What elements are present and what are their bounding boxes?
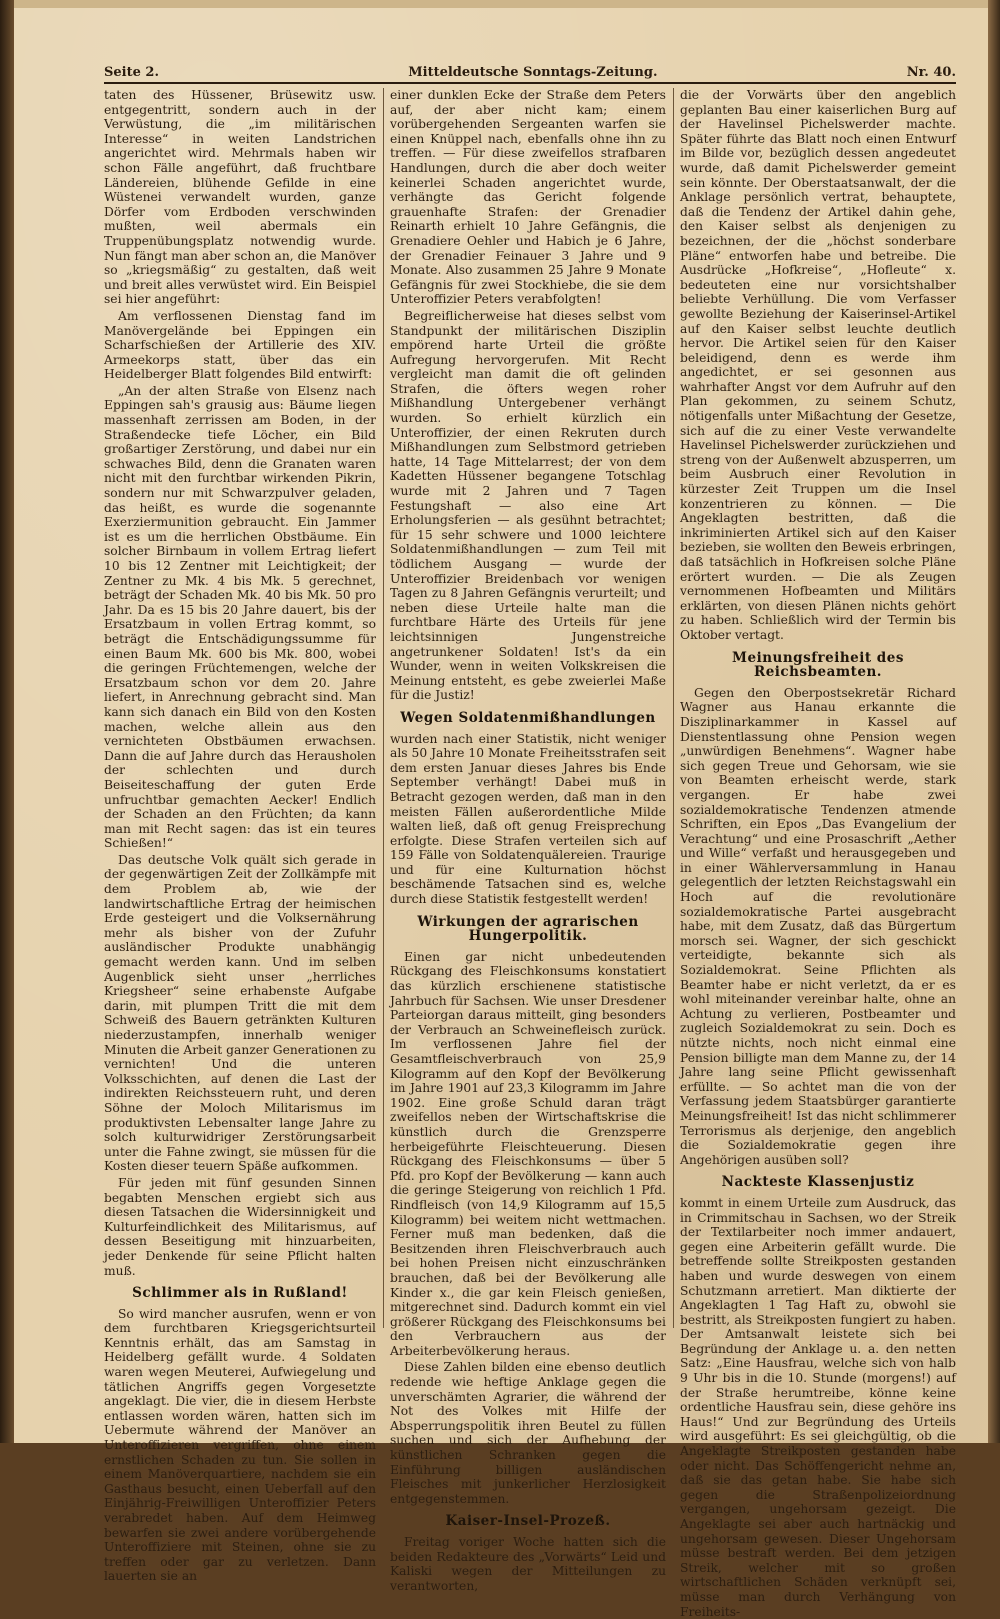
article-heading: Schlimmer als in Rußland! [132,1285,348,1302]
paragraph: die der Vorwärts über den angeblich geplanten Bau einer kaiserlichen Burg auf der Havelinsel Pichelswerder machte. Später führte das Blatt noch einen Entwurf im Bilde vor, bezüglich dessen angedeutet wurde, daß damit Pichelswerder gemeint sein könnte. Der Oberstaatsanwalt, der die Anklage persönlich vertrat, behauptete, daß die Tendenz der Artikel dahin gehe, den Kaiser selbst als denjenigen zu bezeichnen, der die „höchst sonderbare Pläne“ entworfen habe und betreibe. Die Ausdrücke „Hofkreise“, „Hofleute“ x. bedeuteten eine nur vorsichtshalber beliebte Verhüllung. Die vom Verfasser gewollte Beziehung der Kaiserinsel-Artikel auf den Kaiser selbst leuchte deutlich hervor. Die Artikel seien für den Kaiser beleidigend, denn es werde ihm angedichtet, er sei gesonnen aus wahrhafter Angst vor dem Aufruhr auf den Plan gekommen, zu seinem Schutz, nötigenfalls unter Mißachtung der Gesetze, sich auf die zu einer Veste verwandelte Havelinsel Pichelswerder zurückziehen und streng von der Außenwelt abzusperren, um beim Ausbruch einer Revolution in kürzester Zeit Truppen um die Insel konzentrieren zu können. — Die Angeklagten bestritten, daß die inkriminierten Artikel sich auf den Kaiser bezieben, sie wollten den Beweis erbringen, daß tatsächlich in Hofkreisen solche Pläne erörtert wurden. — Die als Zeugen vernommenen Hofbeamten und Militärs erklärten, von diesen Plänen nichts gehört zu haben. Schließlich wird der Termin bis Oktober vertagt. [680,88,956,642]
page-header [104,62,956,82]
page-number: Seite 2. [104,64,159,80]
column-3 [680,88,956,1619]
article-heading: Kaiser-Insel-Prozeß. [445,1513,611,1530]
article-heading: Meinungsfreiheit des Reichsbeamten. [732,649,904,681]
paragraph: Für jeden mit fünf gesunden Sinnen begabten Menschen ergiebt sich aus diesen Tatsachen die Widersinnigkeit und Kulturfeindlichkeit des Militarismus, auf dessen Beseitigung mit hinzuarbeiten, jeder Denkende für seine Pflicht halten muß. [104,1175,376,1278]
paragraph: Begreiflicherweise hat dieses selbst vom Standpunkt der militärischen Disziplin empörend harte Urteil die größte Aufregung hervorgerufen. Mit Recht vergleicht man damit die oft gelinden Strafen, die öfters wegen roher Mißhandlung Untergebener verhängt wurden. So erhielt kürzlich ein Unteroffizier, der einen Rekruten durch Mißhandlungen zum Selbstmord getrieben hatte, 14 Tage Mittelarrest; der von dem Kadetten Hüssener begangene Totschlag wurde mit 2 Jahren und 7 Tagen Festungshaft — also eine Art Erholungsferien — als gesühnt betrachtet; für 15 sehr schwere und 1000 leichtere Soldatenmißhandlungen — zum Teil mit tödlichem Ausgang — wurde der Unteroffizier Breidenbach vor wenigen Tagen zu 8 Jahren Gefängnis verurteilt; und neben diese Urteile halte man die furchtbare Härte des Urteils für jene leichtsinnigen Jungenstreiche angetrunkener Soldaten! Ist's da ein Wunder, wenn in weiten Volkskreisen die Meinung entsteht, es gebe zweierlei Maße für die Justiz! [390,308,666,703]
article-heading: Nackteste Klassenjustiz [721,1174,915,1191]
paragraph: kommt in einem Urteile zum Ausdruck, das in Crimmitschau in Sachsen, wo der Streik der Textilarbeiter noch immer andauert, gegen eine Arbeiterin gefällt wurde. Die betreffende sollte Streikposten gestanden haben und wurde deswegen von einem Schutzmann arretiert. Man diktierte der Angeklagten 1 Tag Haft zu, obwohl sie bestritt, als Streikposten fungiert zu haben. Der Amtsanwalt leistete sich bei Begründung der Anklage u. a. den netten Satz: „Eine Hausfrau, welche sich von halb 9 Uhr bis in die 10. Stunde (morgens!) auf der Straße herumtreibe, könne keine ordentliche Hausfrau sein, diese gehöre ins Haus!“ Und zur Begründung des Urteils wird ausgeführt: Es sei gleichgültig, ob die Angeklagte Streikposten gestanden habe oder nicht. Das Schöffengericht nehme an, daß sie das getan habe. Sie habe sich gegen die Straßenpolizeiordnung vergangen, ungehorsam gezeigt. Die Angeklagte sei aber auch hartnäckig und ungehorsam gewesen. Dieser Ungehorsam müsse bestraft werden. Bei dem jetzigen Streik, welcher mit so großen wirtschaftlichen Schäden verknüpft sei, müsse man durch Verhängung von Freiheits- [680,1195,956,1619]
masthead-title: Mitteldeutsche Sonntags-Zeitung. [408,64,658,80]
paragraph: taten des Hüssener, Brüsewitz usw. entgegentritt, sondern auch in der Verwüstung, die „im militärischen Interesse“ in weiten Landstrichen angerichtet wird. Mehrmals haben wir schon Fälle angeführt, daß fruchtbare Ländereien, blühende Gefilde in eine Wüstenei verwandelt wurden, ganze Dörfer vom Erdboden verschwinden mußten, weil abermals ein Truppenübungsplatz notwendig wurde. Nun fängt man aber schon an, die Manöver so „kriegsmäßig“ zu gestalten, daß weit und breit alles verwüstet wird. Ein Beispiel sei hier angeführt: [104,88,376,307]
column-2 [390,88,666,1593]
paragraph: „An der alten Straße von Elsenz nach Eppingen sah's grausig aus: Bäume liegen massenhaft zerrissen am Boden, in der Straßendecke tiefe Löcher, ein Bild großartiger Zerstörung, und dabei nur ein schwaches Bild, denn die Granaten waren nicht mit den furchtbar wirkenden Pikrin, sondern nur mit Schwarzpulver geladen, das heißt, es wurde die sogenannte Exerziermunition gebraucht. Ein Jammer ist es um die herrlichen Obstbäume. Ein solcher Birnbaum in vollem Ertrag liefert 10 bis 12 Zentner mit Leichtigkeit; der Zentner zu Mk. 4 bis Mk. 5 gerechnet, beträgt der Schaden Mk. 40 bis Mk. 50 pro Jahr. Da es 15 bis 20 Jahre dauert, bis der Ersatzbaum in vollen Ertrag kommt, so beträgt die Entschädigungssumme für einen Baum Mk. 600 bis Mk. 800, wobei die geringen Früchtemengen, welche der Ersatzbaum schon vor dem 20. Jahre liefert, in Anrechnung gebracht sind. Man kann sich danach ein Bild von den Kosten machen, welche allein aus den vernichteten Obstbäumen erwachsen. Dann die auf Jahre durch das Herausholen der schlechten und durch Beiseiteschaffung der guten Erde unfruchtbar gemachten Aecker! Endlich der Schaden an den Früchten; da kann man mit Recht sagen: das ist ein teures Schießen!“ [104,383,376,851]
page-edge [988,0,1000,1443]
article-heading: Wegen Soldatenmißhandlungen [400,709,656,726]
paragraph: Am verflossenen Dienstag fand im Manövergelände bei Eppingen ein Scharfschießen der Artillerie des XIV. Armeekorps statt, über das ein Heidelberger Blatt folgendes Bild entwirft: [104,308,376,382]
column-1 [104,88,376,1584]
paragraph: wurden nach einer Statistik, nicht weniger als 50 Jahre 10 Monate Freiheitsstrafen seit dem ersten Januar dieses Jahres bis Ende September verhängt! Dabei muß in Betracht gezogen werden, daß man in den meisten Fällen außerordentliche Milde walten ließ, daß oft genug Freisprechung erfolgte. Diese Strafen verteilen sich auf 159 Fälle von Soldatenquälereien. Traurige und für eine Kulturnation höchst beschämende Tatsachen sind es, welche durch diese Statistik festgestellt werden! [390,731,666,907]
page-top-edge [14,0,988,8]
book-binding [0,0,14,1443]
article-heading: Wirkungen der agrarischen Hungerpolitik. [417,913,639,945]
issue-number: Nr. 40. [906,64,956,80]
header-rule [104,82,956,84]
paragraph: So wird mancher ausrufen, wenn er von dem furchtbaren Kriegsgerichtsurteil Kenntnis erhält, das am Samstag in Heidelberg gefällt wurde. 4 Soldaten waren wegen Meuterei, Aufwiegelung und tätlichen Angriffs gegen Vorgesetzte angeklagt. Die vier, die in diesem Herbste entlassen worden wären, hatten sich im Uebermute während der Manöver an Unteroffizieren vergriffen, ohne einem ernstlichen Schaden zu tun. Sie sollen in einem Manöverquartiere, nachdem sie ein Gasthaus besucht, einen Ueberfall auf den Einjährig-Freiwilligen Unteroffizier Peters verabredet haben. Auf dem Heimweg bewarfen sie zwei andere vorübergehende Unteroffiziere mit Steinen, ohne sie zu treffen oder gar zu verletzen. Dann lauerten sie an [104,1306,376,1584]
paragraph: Freitag voriger Woche hatten sich die beiden Redakteure des „Vorwärts“ Leid und Kaliski wegen der Mitteilungen zu verantworten, [390,1535,666,1593]
paragraph: Diese Zahlen bilden eine ebenso deutlich redende wie heftige Anklage gegen die unverschämten Agrarier, die während der Not des Volkes mit Hilfe der Absperrungspolitik ihren Beutel zu füllen suchen und sich der Aufhebung der künstlichen Schranken gegen die Einführung billigen ausländischen Fleisches mit junkerlicher Herzlosigkeit entgegenstemmen. [390,1360,666,1506]
paragraph: Das deutsche Volk quält sich gerade in der gegenwärtigen Zeit der Zollkämpfe mit dem Problem ab, wie der landwirtschaftliche Ertrag der heimischen Erde gesteigert und die Volksernährung mehr als bisher von der Zufuhr ausländischer Produkte unabhängig gemacht werden kann. Und im selben Augenblick sieht unser „herrliches Kriegsheer“ seine erhabenste Aufgabe darin, mit plumpen Tritt die mit dem Schweiß des Bauern getränkten Kulturen niederzustampfen, innerhalb weniger Minuten die Arbeit ganzer Generationen zu vernichten! Und die unteren Volksschichten, auf denen die Last der indirekten Reichssteuern ruht, und deren Söhne der Moloch Militarismus im produktivsten Lebensalter lange Jahre zu solch kulturwidriger Zerstörungsarbeit unter die Fahne zwingt, sie müssen für die Kosten dieser teuern Späße aufkommen. [104,852,376,1174]
paragraph: Gegen den Oberpostsekretär Richard Wagner aus Hanau erkannte die Disziplinarkammer in Kassel auf Dienstentlassung ohne Pension wegen „unwürdigen Benehmens“. Wagner habe sich gegen Treue und Gehorsam, wie sie von Beamten erheischt werde, stark vergangen. Er habe zwei sozialdemokratische Tendenzen atmende Schriften, ein Epos „Das Evangelium der Verachtung“ und eine Prosaschrift „Aether und Wille“ verfaßt und herausgegeben und in einer Wählerversammlung in Hanau gelegentlich der letzten Reichstagswahl ein Hoch auf die revolutionäre sozialdemokratische Partei ausgebracht habe, mit dem Zusatz, daß das Bürgertum morsch sei. Wagner, der sich geschickt verteidigte, bekannte sich als Sozialdemokrat. Seine Pflichten als Beamter habe er nicht verletzt, da er es wohl miteinander vereinbar halte, ohne an Achtung zu verlieren, Postbeamter und zugleich Sozialdemokrat zu sein. Doch es nützte nichts, noch nicht einmal eine Pension billigte man dem Manne zu, der 14 Jahre lang seine Pflicht gewissenhaft erfüllte. — So achtet man die von der Verfassung jedem Staatsbürger garantierte Meinungsfreiheit! Ist das nicht schlimmerer Terrorismus als derjenige, den angeblich die Sozialdemokratie gegen ihre Angehörigen ausüben soll? [680,685,956,1167]
column-divider [383,88,384,1328]
paragraph: Einen gar nicht unbedeutenden Rückgang des Fleischkonsums konstatiert das kürzlich erschienene statistische Jahrbuch für Sachsen. Wie unser Dresdener Parteiorgan daraus mitteilt, ging besonders der Verbrauch an Schweinefleisch zurück. Im verflossenen Jahre fiel der Gesamtfleischverbrauch von 25,9 Kilogramm auf den Kopf der Bevölkerung im Jahre 1901 auf 23,3 Kilogramm im Jahre 1902. Eine große Schuld daran trägt zweifellos neben der Wirtschaftskrise die künstlich durch die Grenzsperre herbeigeführte Fleischteuerung. Diesen Rückgang des Fleischkonsums — über 5 Pfd. pro Kopf der Bevölkerung — kann auch die geringe Steigerung von reichlich 1 Pfd. Rindfleisch (von 14,9 Kilogramm auf 15,5 Kilogramm) bei weitem nicht wettmachen. Ferner muß man bedenken, daß die Besitzenden ihren Fleischverbrauch auch bei hohen Preisen nicht einzuschränken brauchen, daß bei der Bevölkerung alle Kinder x., die gar kein Fleisch genießen, mitgerechnet sind. Dadurch kommt ein viel größerer Rückgang des Fleischkonsums bei den Verbrauchern aus der Arbeiterbevölkerung heraus. [390,949,666,1358]
column-divider [673,88,674,1328]
paragraph: einer dunklen Ecke der Straße dem Peters auf, der aber nicht kam; einem vorübergehenden Sergeanten warfen sie einen Knüppel nach, ebenfalls ohne ihn zu treffen. — Für diese zweifellos strafbaren Handlungen, durch die aber doch weiter keinerlei Schaden angerichtet wurde, verhängte das Gericht folgende grauenhafte Strafen: der Grenadier Reinarth erhielt 10 Jahre Gefängnis, die Grenadiere Oehler und Habich je 6 Jahre, der Grenadier Feinauer 3 Jahre und 9 Monate. Also zusammen 25 Jahre 9 Monate Gefängnis für zwei Stockhiebe, die sie dem Unteroffizier Peters verabfolgten! [390,88,666,307]
